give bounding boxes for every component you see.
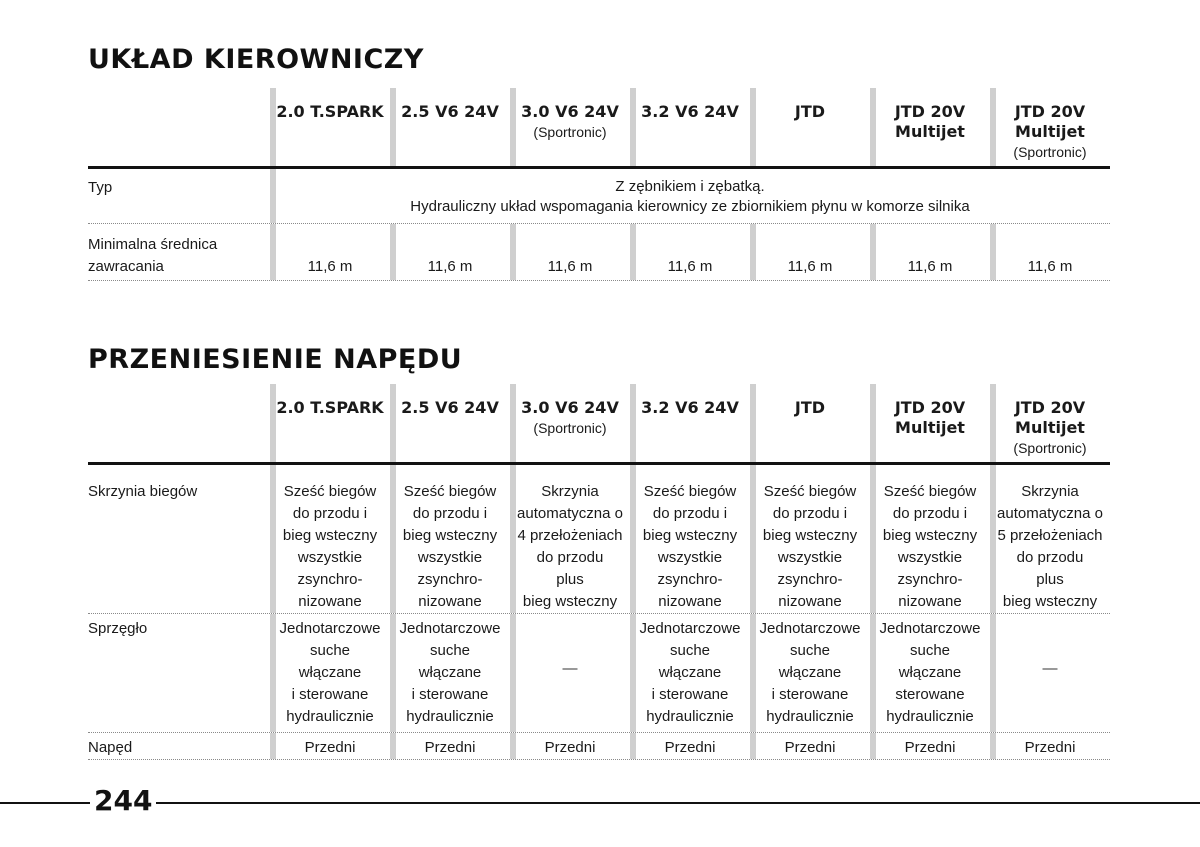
row-value <box>630 733 750 759</box>
turning-label: Minimalna średnica zawracania <box>88 236 218 275</box>
row-value <box>510 614 630 732</box>
footer-rule-right <box>142 802 1200 804</box>
row-value-text: Jednotarczowe suche włączane i sterowane hydraulicznie <box>759 620 861 725</box>
engine-variant: (Sportronic) <box>533 420 607 436</box>
row-value-text: Jednotarczowe suche włączane i sterowane hydraulicznie <box>639 620 741 725</box>
row-value-text: Sześć biegów do przodu i bieg wsteczny wszystkie zsynchro- nizowane <box>282 483 378 610</box>
engine-name: JTD <box>794 398 826 417</box>
steering-type-row <box>88 169 1110 224</box>
row-value-text: Sześć biegów do przodu i bieg wsteczny wszystkie zsynchro- nizowane <box>642 483 738 610</box>
page-number: 244 <box>90 784 156 817</box>
turning-value-text: 11,6 m <box>667 258 713 275</box>
row-value-text: Przedni <box>784 739 836 756</box>
transmission-header-7 <box>990 384 1110 462</box>
engine-name: JTD 20V Multijet <box>894 102 966 141</box>
steering-turning-row <box>88 224 1110 281</box>
row-value-text: Przedni <box>1024 739 1076 756</box>
transmission-header-row <box>88 384 1110 462</box>
row-value <box>510 733 630 759</box>
engine-name: JTD 20V Multijet <box>894 398 966 437</box>
row-value-text: Przedni <box>304 739 356 756</box>
row-value-text: Jednotarczowe suche włączane i sterowane hydraulicznie <box>399 620 501 725</box>
transmission-row <box>88 465 1110 614</box>
turning-value <box>750 224 870 280</box>
type-value <box>270 169 1110 223</box>
row-value-text: Przedni <box>544 739 596 756</box>
transmission-row <box>88 733 1110 760</box>
row-value-text: Sześć biegów do przodu i bieg wsteczny wszystkie zsynchro- nizowane <box>882 483 978 610</box>
turning-value-text: 11,6 m <box>427 258 473 275</box>
type-line-1: Z zębnikiem i zębatką. <box>615 178 765 195</box>
engine-name: 2.5 V6 24V <box>401 102 499 121</box>
engine-name: JTD 20V Multijet <box>1014 398 1086 437</box>
turning-value <box>270 224 390 280</box>
row-value-text: — <box>1042 660 1058 677</box>
row-value <box>750 465 870 613</box>
row-value <box>750 614 870 732</box>
transmission-row <box>88 614 1110 733</box>
transmission-table <box>88 384 1110 760</box>
turning-value-text: 11,6 m <box>1027 258 1073 275</box>
row-value <box>870 614 990 732</box>
turning-value-text: 11,6 m <box>907 258 953 275</box>
steering-header-6 <box>870 88 990 166</box>
turning-value-text: 11,6 m <box>547 258 593 275</box>
steering-header-3 <box>510 88 630 166</box>
row-value <box>270 614 390 732</box>
row-value <box>750 733 870 759</box>
transmission-header-3 <box>510 384 630 462</box>
steering-header-1 <box>270 88 390 166</box>
engine-name: 3.2 V6 24V <box>641 102 739 121</box>
turning-value <box>390 224 510 280</box>
row-value <box>390 614 510 732</box>
engine-variant: (Sportronic) <box>533 124 607 140</box>
transmission-header-6 <box>870 384 990 462</box>
footer-rule-left <box>0 802 90 804</box>
type-line-2: Hydrauliczny układ wspomagania kierownicy ze zbiornikiem płynu w komorze silnika <box>410 198 970 215</box>
engine-name: 2.5 V6 24V <box>401 398 499 417</box>
row-value <box>990 614 1110 732</box>
engine-name: JTD <box>794 102 826 121</box>
engine-name: 3.0 V6 24V <box>521 398 619 417</box>
transmission-body <box>88 465 1110 760</box>
turning-value <box>870 224 990 280</box>
steering-table <box>88 88 1110 281</box>
row-value <box>270 733 390 759</box>
row-value-text: Skrzynia automatyczna o 4 przełożeniach do przodu plus bieg wsteczny <box>517 483 623 610</box>
turning-value-text: 11,6 m <box>307 258 353 275</box>
row-value <box>630 614 750 732</box>
row-value-text: Jednotarczowe suche włączane sterowane hydraulicznie <box>879 620 981 725</box>
row-value-text: Jednotarczowe suche włączane i sterowane hydraulicznie <box>279 620 381 725</box>
turning-value-text: 11,6 m <box>787 258 833 275</box>
row-value-text: Skrzynia automatyczna o 5 przełożeniach do przodu plus bieg wsteczny <box>997 483 1103 610</box>
transmission-header-2 <box>390 384 510 462</box>
row-value <box>390 733 510 759</box>
row-value <box>870 733 990 759</box>
type-label: Typ <box>88 179 113 196</box>
engine-variant: (Sportronic) <box>1013 440 1087 456</box>
header-empty-cell <box>88 88 270 166</box>
row-value <box>870 465 990 613</box>
engine-name: JTD 20V Multijet <box>1014 102 1086 141</box>
transmission-section-title: PRZENIESIENIE NAPĘDU <box>88 344 463 375</box>
turning-value <box>510 224 630 280</box>
row-value <box>990 733 1110 759</box>
steering-header-2 <box>390 88 510 166</box>
engine-name: 2.0 T.SPARK <box>276 398 384 417</box>
transmission-header-5 <box>750 384 870 462</box>
row-value-text: Przedni <box>904 739 956 756</box>
transmission-header-4 <box>630 384 750 462</box>
header-empty-cell <box>88 384 270 462</box>
turning-value <box>630 224 750 280</box>
steering-header-4 <box>630 88 750 166</box>
steering-section-title: UKŁAD KIEROWNICZY <box>88 44 424 75</box>
row-value <box>390 465 510 613</box>
steering-header-5 <box>750 88 870 166</box>
engine-name: 3.2 V6 24V <box>641 398 739 417</box>
transmission-header-1 <box>270 384 390 462</box>
row-label: Skrzynia biegów <box>88 483 198 500</box>
row-value <box>510 465 630 613</box>
turning-value <box>990 224 1110 280</box>
row-label: Sprzęgło <box>88 620 148 637</box>
row-value-text: Przedni <box>424 739 476 756</box>
engine-name: 2.0 T.SPARK <box>276 102 384 121</box>
row-label: Napęd <box>88 739 133 756</box>
engine-variant: (Sportronic) <box>1013 144 1087 160</box>
steering-header-7 <box>990 88 1110 166</box>
row-value-text: — <box>562 660 578 677</box>
row-value-text: Sześć biegów do przodu i bieg wsteczny wszystkie zsynchro- nizowane <box>402 483 498 610</box>
steering-header-row <box>88 88 1110 166</box>
row-value <box>990 465 1110 613</box>
engine-name: 3.0 V6 24V <box>521 102 619 121</box>
row-value-text: Przedni <box>664 739 716 756</box>
row-value <box>630 465 750 613</box>
row-value-text: Sześć biegów do przodu i bieg wsteczny wszystkie zsynchro- nizowane <box>762 483 858 610</box>
row-value <box>270 465 390 613</box>
